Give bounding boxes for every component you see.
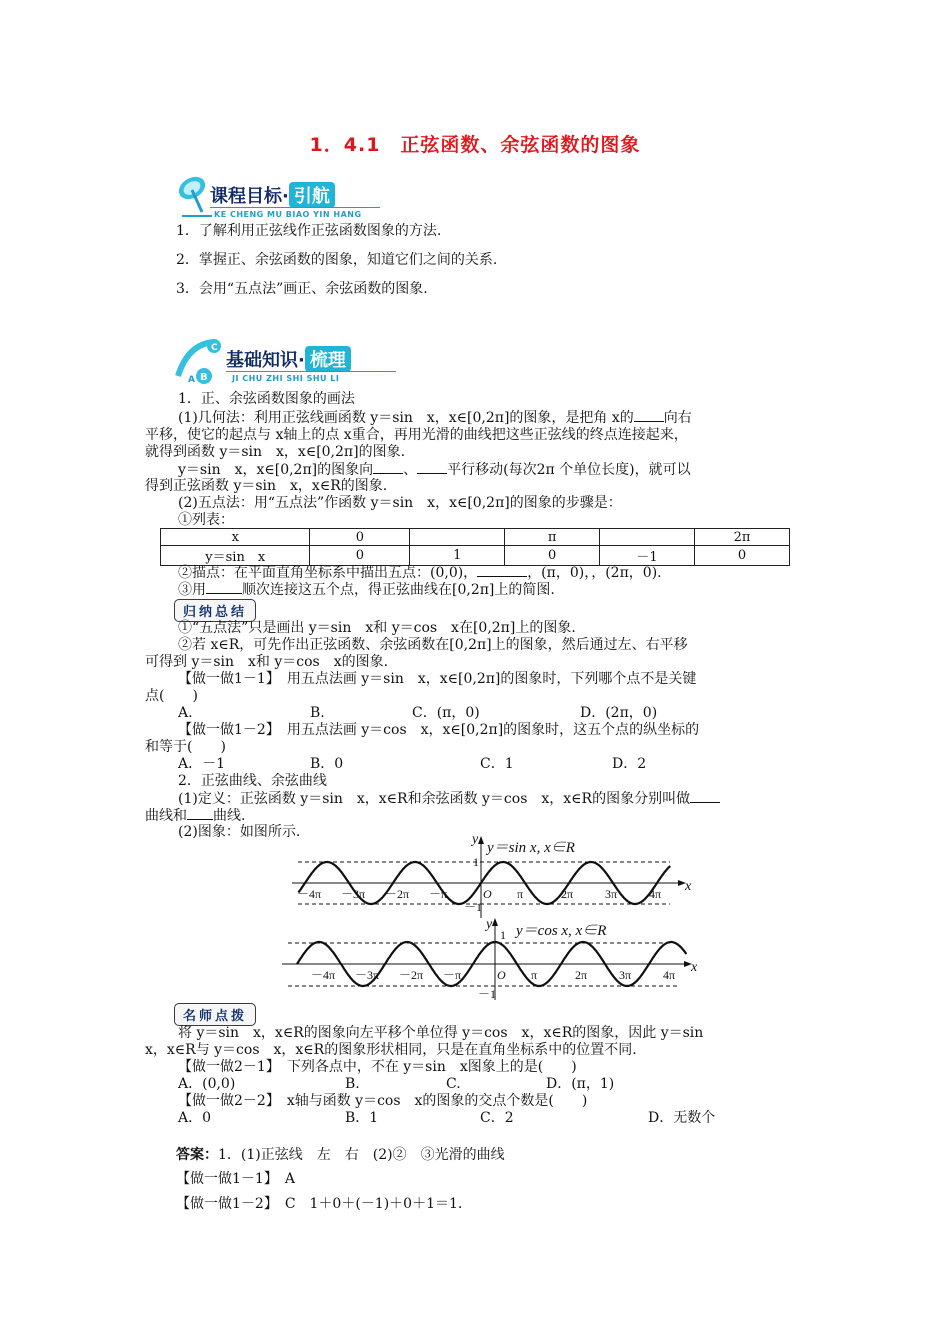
page-title: 1．4.1 正弦函数、余弦函数的图象 [309, 134, 641, 156]
y-label: y [472, 832, 479, 847]
table-row [161, 529, 790, 546]
cosine-label: y＝cos x, x∈R [516, 923, 607, 939]
text-line: 曲线和 曲线. [145, 808, 246, 824]
tick-label: 2π [575, 968, 588, 982]
option-a: A．(0,0) [178, 1076, 236, 1092]
exercise-2-1: 【做一做2－1】 下列各点中，不在 y＝sin x图象上的是( ) [178, 1059, 577, 1075]
goal-2: 2．掌握正、余弦函数的图象，知道它们之间的关系. [176, 252, 498, 268]
tick-label: －4π [297, 887, 322, 901]
banner-title: 基础知识· [226, 350, 305, 371]
banner-subtitle: JI CHU ZHI SHI SHU LI [232, 374, 340, 383]
tick-label: 3π [605, 887, 618, 901]
text-line: 点( ) [145, 688, 198, 704]
tick-minus-one: －1 [478, 987, 497, 1001]
answers-label: 答案： [176, 1147, 218, 1163]
text-line: 和等于( ) [145, 739, 226, 755]
tick-label: －4π [311, 968, 336, 982]
abc-blocks-icon [174, 338, 224, 386]
tip-tag: 名师点拨 [174, 1003, 256, 1026]
tick-label: 2π [561, 887, 574, 901]
x-label: x [685, 879, 692, 894]
tick-label: O [497, 968, 506, 982]
table-cell [600, 529, 695, 546]
banner-subtitle: KE CHENG MU BIAO YIN HANG [214, 210, 362, 219]
sine-label: y＝sin x, x∈R [487, 840, 575, 856]
tick-label: 4π [649, 887, 662, 901]
tick-label: －3π [341, 887, 366, 901]
goal-3: 3．会用“五点法”画正、余弦函数的图象. [176, 281, 428, 297]
tick-label: －2π [399, 968, 424, 982]
summary-tag: 归纳总结 [174, 599, 256, 622]
table-cell: 0 [505, 546, 600, 566]
tick-label: －3π [355, 968, 380, 982]
section2-heading: 2．正弦曲线、余弦曲线 [178, 773, 327, 789]
text-line: (1)定义：正弦函数 y＝sin x，x∈R和余弦函数 y＝cos x，x∈R的图象分别叫做 [178, 790, 720, 808]
tick-label: π [531, 968, 538, 982]
text-line: (1)几何法：利用正弦线画函数 y＝sin x，x∈[0,2π]的图象，是把角 x的 向右 [178, 410, 692, 426]
option-a: A．－1 [178, 756, 226, 772]
option-c: C．2 [480, 1110, 514, 1126]
table-cell: x [161, 529, 310, 546]
banner-title: 课程目标· [210, 186, 289, 207]
option-a: A．0 [178, 1110, 212, 1126]
text-line: (2)五点法：用“五点法”作函数 y＝sin x，x∈[0,2π]的图象的步骤是： [178, 495, 622, 511]
option-c: C. [446, 1076, 461, 1092]
exercise-1-2: 【做一做1－2】 用五点法画 y＝cos x，x∈[0,2π]的图象时，这五个点的纵坐标的 [178, 722, 700, 738]
option-d: D．2 [612, 756, 647, 772]
text-line: 平移，使它的起点与 x轴上的点 x重合，再用光滑的曲线把这些正弦线的终点连接起来， [145, 427, 688, 443]
x-label: x [691, 960, 698, 975]
table-cell: y＝sin x [161, 546, 310, 566]
goal-1: 1．了解利用正弦线作正弦函数图象的方法. [176, 223, 442, 239]
table-cell: 0 [310, 529, 410, 546]
banner-basic-knowledge [172, 338, 402, 388]
section1-heading: 1．正、余弦函数图象的画法 [178, 391, 355, 407]
text-line: ②若 x∈R，可先作出正弦函数、余弦函数在[0,2π]上的图象，然后通过左、右平移 [178, 637, 688, 653]
y-label: y [486, 917, 493, 932]
tick-label: －2π [385, 887, 410, 901]
answer-1-1: 【做一做1－1】 A [176, 1171, 295, 1187]
tick-label: O [483, 887, 492, 901]
option-b: B．1 [345, 1110, 379, 1126]
tick-label: －π [443, 968, 462, 982]
text-line: x，x∈R与 y＝cos x，x∈R的图象形状相同，只是在直角坐标系中的位置不同. [145, 1042, 637, 1058]
text-line: 就得到函数 y＝sin x，x∈[0,2π]的图象. [145, 444, 406, 460]
text-line: ①“五点法”只是画出 y＝sin x和 y＝cos x在[0,2π]上的图象. [178, 620, 576, 636]
svg-text:A: A [188, 375, 195, 385]
option-a: A. [178, 705, 193, 721]
svg-text:B: B [200, 372, 208, 383]
option-b: B. [345, 1076, 360, 1092]
five-point-table [160, 528, 790, 566]
tick-minus-one: －1 [464, 900, 483, 914]
banner-pill: 梳理 [305, 346, 351, 372]
table-cell: 0 [694, 546, 789, 566]
exercise-1-1: 【做一做1－1】 用五点法画 y＝sin x，x∈[0,2π]的图象时，下列哪个点不是关键 [178, 671, 697, 687]
tick-label: π [517, 887, 524, 901]
table-row [161, 546, 790, 566]
text-line: ③用 顺次连接这五个点，得正弦曲线在[0,2π]上的简图. [178, 582, 555, 598]
table-cell: 2π [694, 529, 789, 546]
table-cell: －1 [600, 546, 695, 566]
table-cell [410, 529, 505, 546]
banner-pill: 引航 [289, 182, 335, 208]
svg-text:C: C [211, 343, 218, 353]
tick-label: 3π [619, 968, 632, 982]
option-c: C．(π，0) [412, 705, 480, 721]
option-d: D．(π，1) [546, 1076, 615, 1092]
tick-one: 1 [500, 928, 506, 942]
option-c: C．1 [480, 756, 514, 772]
table-cell: π [505, 529, 600, 546]
option-b: B. [310, 705, 325, 721]
text-line: ①列表： [178, 512, 234, 528]
text-line: (2)图象：如图所示. [178, 824, 301, 840]
sine-cosine-graph [278, 832, 698, 1002]
text-line: ②描点：在平面直角坐标系中描出五点：(0,0)， ，(π，0)，，(2π，0). [178, 565, 662, 581]
text-line: y＝sin x，x∈[0,2π]的图象向 、 平行移动(每次2π 个单位长度)，就可以 [178, 462, 691, 478]
text-line: 可得到 y＝sin x和 y＝cos x的图象. [145, 654, 389, 670]
answer-1-2: 【做一做1－2】 C 1＋0＋(－1)＋0＋1＝1. [176, 1196, 463, 1212]
exercise-2-2: 【做一做2－2】 x轴与函数 y＝cos x的图象的交点个数是( ) [178, 1093, 588, 1109]
answers: 答案：1．(1)正弦线 左 右 (2)② ③光滑的曲线 [176, 1147, 505, 1163]
table-cell: 0 [310, 546, 410, 566]
option-d: D．无数个 [648, 1110, 716, 1126]
text-line: 将 y＝sin x，x∈R的图象向左平移个单位得 y＝cos x，x∈R的图象，因此 y＝sin [178, 1025, 704, 1041]
banner-course-goals [170, 170, 390, 222]
text-line: 得到正弦函数 y＝sin x，x∈R的图象. [145, 478, 388, 494]
option-b: B．0 [310, 756, 344, 772]
table-cell: 1 [410, 546, 505, 566]
tick-label: －π [429, 887, 448, 901]
option-d: D．(2π，0) [580, 705, 658, 721]
tick-one: 1 [473, 855, 479, 869]
tick-label: 4π [663, 968, 676, 982]
